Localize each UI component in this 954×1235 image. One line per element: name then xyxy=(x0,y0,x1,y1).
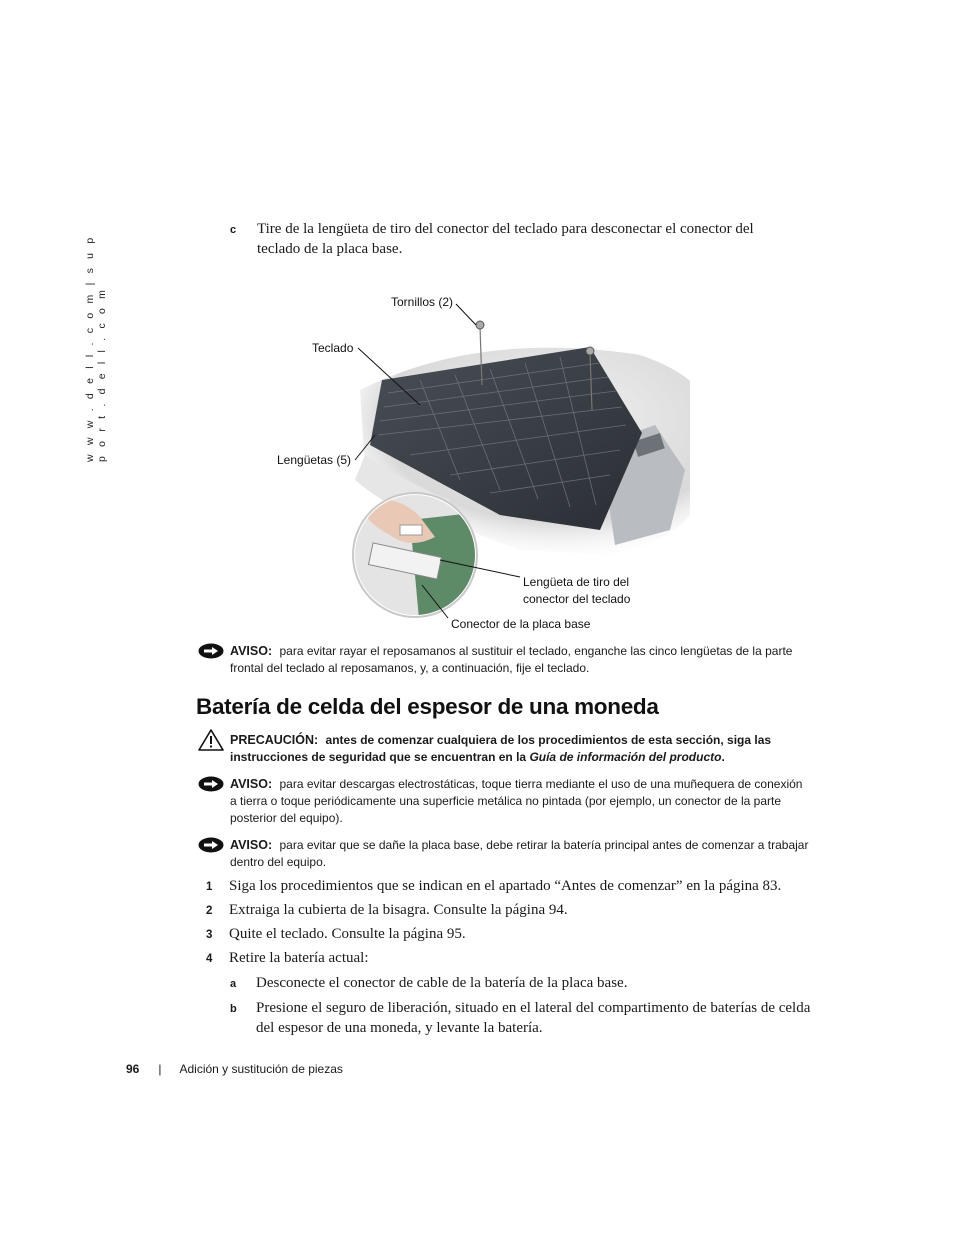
callout-teclado: Teclado xyxy=(312,341,354,355)
caution-end: . xyxy=(721,750,725,764)
callout-conector: Conector de la placa base xyxy=(451,617,591,631)
substep-letter: a xyxy=(230,978,237,990)
substep-text: Desconecte el conector de cable de la batería de la placa base. xyxy=(256,975,628,991)
notice-aviso-3 xyxy=(198,837,810,871)
notice-1-text: para evitar rayar el reposamanos al sustituir el teclado, enganche las cinco lengüetas de la parte frontal del teclado al reposamanos, y, a continuación, fije el teclado. xyxy=(230,644,793,675)
substep-b xyxy=(230,998,816,1038)
substep-text: Presione el seguro de liberación, situado en el lateral del compartimento de baterías de celda del espesor de una moneda, y levante la batería. xyxy=(256,1000,811,1036)
step-4 xyxy=(206,948,816,968)
notice-aviso-2 xyxy=(198,776,810,827)
caution-guide-title: Guía de información del producto xyxy=(529,750,722,764)
notice-arrow-icon xyxy=(198,837,224,853)
step-c-text: Tire de la lengüeta de tiro del conector del teclado para desconectar el conector del teclado de la placa base. xyxy=(257,221,754,257)
step-number: 1 xyxy=(206,881,213,893)
step-text: Retire la batería actual: xyxy=(229,950,369,966)
caution-precaucion xyxy=(198,732,810,766)
caution-text: antes de comenzar cualquiera de los procedimientos de esta sección, siga las instrucciones de seguridad que se encuentran en la xyxy=(230,733,772,764)
sidebar-url: w w w . d e l l . c o m | s u p p o r t . d e l l . c o m xyxy=(84,234,108,462)
page-footer xyxy=(126,1062,343,1076)
procedure-steps xyxy=(206,876,816,1038)
keyboard-figure xyxy=(270,285,690,635)
step-text: Quite el teclado. Consulte la página 95. xyxy=(229,926,466,942)
step-number: 2 xyxy=(206,905,213,917)
step-c xyxy=(230,219,790,259)
caution-label: PRECAUCIÓN: xyxy=(230,733,319,747)
chapter-title: Adición y sustitución de piezas xyxy=(179,1062,343,1076)
step-text: Extraiga la cubierta de la bisagra. Consulte la página 94. xyxy=(229,902,568,918)
step-1 xyxy=(206,876,816,896)
callout-lengueta-tiro-1: Lengüeta de tiro del xyxy=(523,575,630,589)
footer-separator: | xyxy=(158,1062,162,1076)
notice-3-text: para evitar que se dañe la placa base, debe retirar la batería principal antes de comenzar a trabajar dentro del equipo. xyxy=(230,838,809,869)
notice-2-label: AVISO: xyxy=(230,777,273,791)
step-3 xyxy=(206,924,816,944)
step-number: 3 xyxy=(206,929,213,941)
notice-arrow-icon xyxy=(198,643,224,659)
notice-2-text: para evitar descargas electrostáticas, toque tierra mediante el uso de una muñequera de conexión a tierra o toque periódicamente una superficie metálica no pintada (por ejemplo, un conector de la parte posterior del equipo). xyxy=(230,777,803,825)
callout-lengueta-tiro-2: conector del teclado xyxy=(523,592,631,606)
callout-lenguetas: Lengüetas (5) xyxy=(277,453,352,467)
substep-a xyxy=(230,973,816,993)
page-number: 96 xyxy=(126,1062,140,1076)
step-2 xyxy=(206,900,816,920)
step-number: 4 xyxy=(206,953,213,965)
notice-1-label: AVISO: xyxy=(230,644,273,658)
substep-letter: b xyxy=(230,1003,237,1015)
step-c-marker: c xyxy=(230,224,237,236)
section-title: Batería de celda del espesor de una moneda xyxy=(196,694,659,719)
notice-arrow-icon xyxy=(198,776,224,792)
notice-aviso-1 xyxy=(198,643,810,677)
warning-triangle-icon xyxy=(198,729,224,751)
notice-3-label: AVISO: xyxy=(230,838,273,852)
step-text: Siga los procedimientos que se indican en el apartado “Antes de comenzar” en la página 83. xyxy=(229,878,782,894)
callout-tornillos: Tornillos (2) xyxy=(391,295,454,309)
